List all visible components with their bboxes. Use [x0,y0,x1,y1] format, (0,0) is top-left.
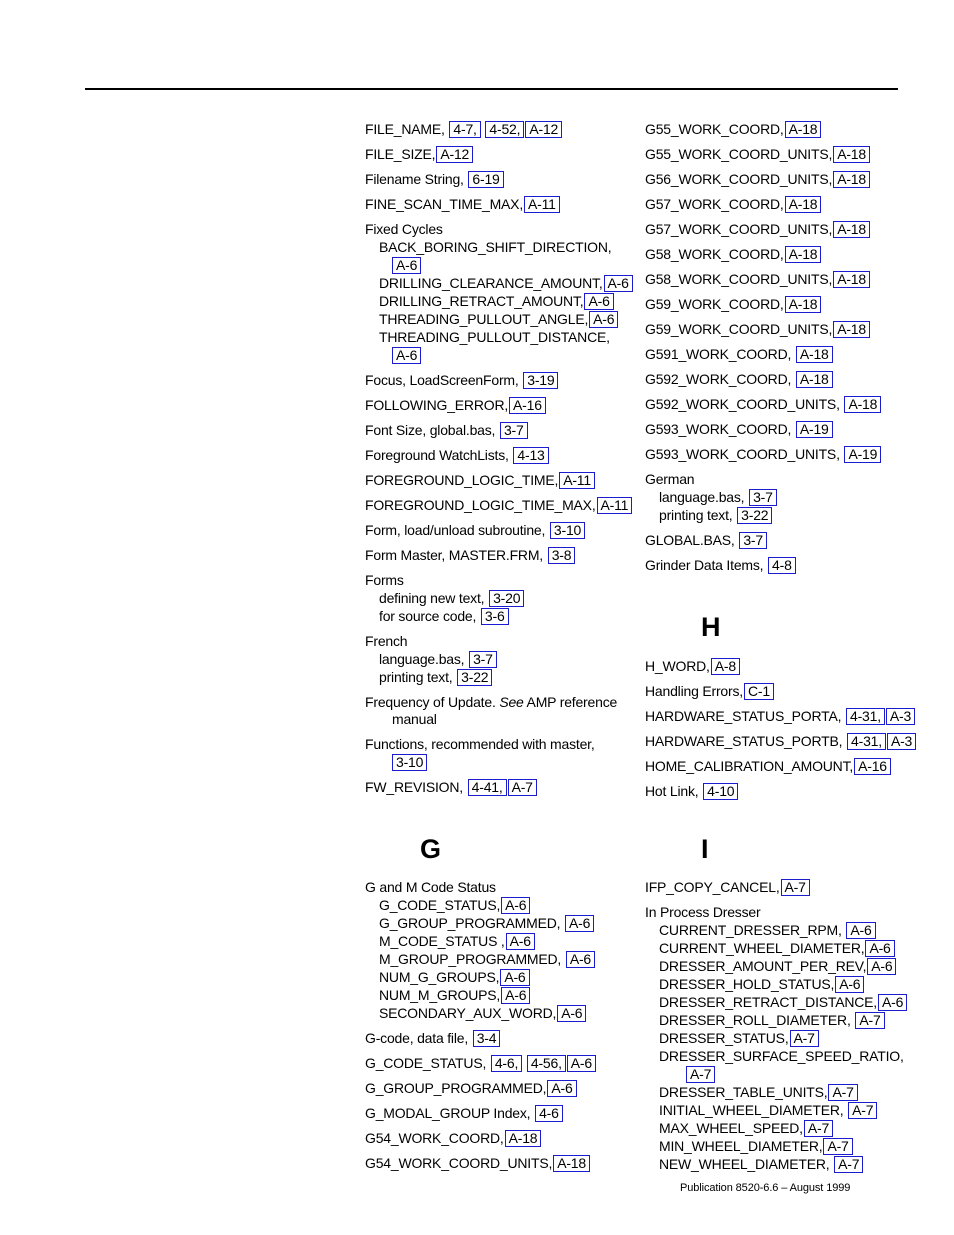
page-ref-link[interactable]: A-18 [505,1130,542,1147]
index-entry: FOREGROUND_LOGIC_TIME_MAX, A-11 [365,496,635,514]
page-ref-link[interactable]: 4-31, [846,708,885,725]
page-ref-link[interactable]: A-18 [833,271,870,288]
index-subentry: language.bas, 3-7 [645,488,945,506]
page-ref-link[interactable]: 3-7 [469,651,497,668]
page-ref-link[interactable]: A-7 [790,1030,819,1047]
index-entry: FOLLOWING_ERROR, A-16 [365,396,635,414]
index-entry: G59_WORK_COORD_UNITS, A-18 [645,320,945,338]
page-ref-link[interactable]: A-18 [785,196,822,213]
page-ref-link[interactable]: 4-31, [847,733,886,750]
page-ref-link[interactable]: A-11 [524,196,560,213]
page-ref-link[interactable]: 4-56, [527,1055,566,1072]
header-rule [85,88,898,90]
page-ref-link[interactable]: A-6 [567,1055,596,1072]
index-subentry: THREADING_PULLOUT_ANGLE, A-6 [365,310,635,328]
index-entry: FINE_SCAN_TIME_MAX, A-11 [365,195,635,213]
page-ref-link[interactable]: A-6 [565,915,594,932]
page-ref-link[interactable]: A-18 [833,321,870,338]
page-ref-link[interactable]: A-19 [796,421,833,438]
page-ref-link[interactable]: A-18 [553,1155,590,1172]
index-entry: FW_REVISION, 4-41, A-7 [365,778,635,796]
index-entry: Foreground WatchLists, 4-13 [365,446,635,464]
page-ref-link[interactable]: 4-41, [468,779,507,796]
index-entry: G593_WORK_COORD_UNITS, A-19 [645,445,945,463]
index-entry: Functions, recommended with master, 3-10 [365,736,595,770]
page-ref-link[interactable]: A-7 [855,1012,884,1029]
index-entry: G592_WORK_COORD_UNITS, A-18 [645,395,945,413]
page-ref-link[interactable]: A-18 [796,346,833,363]
page-ref-link[interactable]: A-7 [848,1102,877,1119]
index-entry: G58_WORK_COORD, A-18 [645,245,945,263]
page-ref-link[interactable]: 3-10 [392,754,427,771]
page-ref-link[interactable]: A-6 [865,940,894,957]
index-entry: G54_WORK_COORD, A-18 [365,1129,635,1147]
page-ref-link[interactable]: A-6 [557,1005,586,1022]
index-entry: Forms defining new text, 3-20 for source code, 3-6 [365,571,635,625]
index-entry: G_MODAL_GROUP Index, 4-6 [365,1104,635,1122]
index-entry: G55_WORK_COORD, A-18 [645,120,945,138]
index-entry: G57_WORK_COORD_UNITS, A-18 [645,220,945,238]
index-entry: G55_WORK_COORD_UNITS, A-18 [645,145,945,163]
page-ref-link[interactable]: A-7 [686,1066,715,1083]
index-subentry: printing text, 3-22 [645,506,945,524]
index-subentry: NUM_G_GROUPS, A-6 [365,968,635,986]
page-ref-link[interactable]: A-6 [604,275,633,292]
section-letter-i: I [701,834,709,864]
index-entry: G_CODE_STATUS, 4-6, 4-56, A-6 [365,1054,635,1072]
index-column-left-g [365,878,635,1179]
page-ref-link[interactable]: A-6 [566,951,595,968]
index-subentry: THREADING_PULLOUT_DISTANCE, [379,329,610,345]
index-entry: H_WORD, A-8 [645,657,945,675]
page-ref-link[interactable]: A-7 [828,1084,857,1101]
page-ref-link[interactable]: A-16 [854,758,891,775]
index-entry: Handling Errors, C-1 [645,682,945,700]
index-subentry: INITIAL_WHEEL_DIAMETER, A-7 [645,1101,945,1119]
index-entry: G54_WORK_COORD_UNITS, A-18 [365,1154,635,1172]
index-entry: Focus, LoadScreenForm, 3-19 [365,371,635,389]
index-subentry: for source code, 3-6 [365,607,635,625]
index-entry: FILE_NAME, 4-7, 4-52, A-12 [365,120,635,138]
index-subentry: G_CODE_STATUS, A-6 [365,896,635,914]
index-column-left [365,120,635,803]
page-ref-link[interactable]: A-18 [844,396,881,413]
index-entry: Grinder Data Items, 4-8 [645,556,945,574]
page-ref-link[interactable]: A-6 [846,922,875,939]
index-subentry: DRESSER_SURFACE_SPEED_RATIO, [659,1048,904,1064]
index-entry: Form, load/unload subroutine, 3-10 [365,521,635,539]
page-ref-link[interactable]: A-3 [887,733,916,750]
page-ref-link[interactable]: A-6 [867,958,896,975]
index-entry: HOME_CALIBRATION_AMOUNT, A-16 [645,757,945,775]
index-subentry: DRESSER_ROLL_DIAMETER, A-7 [645,1011,945,1029]
page-ref-link[interactable]: A-8 [711,658,740,675]
index-subentry: SECONDARY_AUX_WORD, A-6 [365,1004,635,1022]
page-ref-link[interactable]: A-6 [878,994,907,1011]
index-subentry: DRILLING_CLEARANCE_AMOUNT, A-6 [365,274,635,292]
page-ref-link[interactable]: A-7 [823,1138,852,1155]
index-entry: Filename String, 6-19 [365,170,635,188]
page-ref-link[interactable]: A-6 [501,897,530,914]
index-subentry: MAX_WHEEL_SPEED, A-7 [645,1119,945,1137]
index-subentry: DRESSER_HOLD_STATUS, A-6 [645,975,945,993]
index-subentry: printing text, 3-22 [365,668,635,686]
index-entry: G58_WORK_COORD_UNITS, A-18 [645,270,945,288]
index-subentry: G_GROUP_PROGRAMMED, A-6 [365,914,635,932]
index-entry: G592_WORK_COORD, A-18 [645,370,945,388]
index-entry: Frequency of Update. See AMP reference manual [365,694,618,727]
page-ref-link[interactable]: 4-8 [768,557,796,574]
page-ref-link[interactable]: 4-6, [491,1055,522,1072]
page-ref-link[interactable]: A-18 [785,246,822,263]
page-ref-link[interactable]: A-6 [500,969,529,986]
page-ref-link[interactable]: A-6 [392,257,421,274]
page-ref-link[interactable]: 3-7 [749,489,777,506]
page-ref-link[interactable]: A-6 [547,1080,576,1097]
page-ref-link[interactable]: A-6 [584,293,613,310]
page-ref-link[interactable]: A-6 [506,933,535,950]
index-entry: IFP_COPY_CANCEL, A-7 [645,878,945,896]
page-ref-link[interactable]: A-7 [508,779,537,796]
page-ref-link[interactable]: A-7 [804,1120,833,1137]
index-entry: G593_WORK_COORD, A-19 [645,420,945,438]
index-entry: In Process Dresser CURRENT_DRESSER_RPM, A-6 CURRENT_WHEEL_DIAMETER, A-6 DRESSER_AMOUNT_PER_REV, A-6 DRESSER_HOLD_STATUS, A-6 DRESSER_RETRACT_DISTANCE, A-6 DRESSER_ROLL_DIAMETER, A-7 DRESSER_STATUS, A-7 DRESSER_SURFACE_SPEED_RATIO, A-7 DRESSER_TABLE_UNITS, A-7 INITIAL_WHEEL_DIAMETER, A-7 MAX_WHEEL_SPEED, A-7 MIN_WHEEL_DIAMETER, A-7 NEW_WHEEL_DIAMETER, A-7 [645,903,945,1173]
index-subentry: language.bas, 3-7 [365,650,635,668]
page-ref-link[interactable]: A-18 [785,121,822,138]
page-ref-link[interactable]: 4-13 [513,447,548,464]
page-ref-link[interactable]: A-18 [833,171,870,188]
page-ref-link[interactable]: A-18 [833,146,870,163]
page-ref-link[interactable]: A-12 [525,121,562,138]
index-entry: Hot Link, 4-10 [645,782,945,800]
page-ref-link[interactable]: A-18 [796,371,833,388]
index-column-right-i [645,878,945,1180]
index-subentry: DRILLING_RETRACT_AMOUNT, A-6 [365,292,635,310]
page-ref-link[interactable]: A-11 [559,472,595,489]
page-ref-link[interactable]: A-6 [501,987,530,1004]
index-column-right [645,120,945,581]
index-entry: FILE_SIZE, A-12 [365,145,635,163]
page-ref-link[interactable]: 3-7 [500,422,528,439]
index-entry: G59_WORK_COORD, A-18 [645,295,945,313]
page-ref-link[interactable]: 3-10 [550,522,585,539]
index-subentry: M_GROUP_PROGRAMMED, A-6 [365,950,635,968]
index-subentry: DRESSER_STATUS, A-7 [645,1029,945,1047]
page-ref-link[interactable]: A-12 [436,146,473,163]
index-column-right-h [645,657,945,807]
index-subentry: defining new text, 3-20 [365,589,635,607]
index-subentry: NUM_M_GROUPS, A-6 [365,986,635,1004]
page-ref-link[interactable]: 3-22 [737,507,772,524]
index-subentry: M_CODE_STATUS , A-6 [365,932,635,950]
index-entry: Fixed Cycles BACK_BORING_SHIFT_DIRECTION, A-6 DRILLING_CLEARANCE_AMOUNT, A-6 DRILLING_RETRACT_AMOUNT, A-6 THREADING_PULLOUT_ANGLE, A-6 THREADING_PULLOUT_DISTANCE, A-6 [365,220,635,364]
index-entry: GLOBAL.BAS, 3-7 [645,531,945,549]
index-subentry: CURRENT_DRESSER_RPM, A-6 [645,921,945,939]
page-ref-link[interactable]: A-7 [781,879,810,896]
page-ref-link[interactable]: A-11 [597,497,633,514]
index-subentry: MIN_WHEEL_DIAMETER, A-7 [645,1137,945,1155]
index-entry: G-code, data file, 3-4 [365,1029,635,1047]
page-ref-link[interactable]: 6-19 [468,171,503,188]
index-entry: FOREGROUND_LOGIC_TIME, A-11 [365,471,635,489]
index-entry: G and M Code Status G_CODE_STATUS, A-6 G_GROUP_PROGRAMMED, A-6 M_CODE_STATUS , A-6 M_GROUP_PROGRAMMED, A-6 NUM_G_GROUPS, A-6 NUM_M_GROUPS, A-6 SECONDARY_AUX_WORD, A-6 [365,878,635,1022]
index-entry: Form Master, MASTER.FRM, 3-8 [365,546,635,564]
index-entry: HARDWARE_STATUS_PORTA, 4-31, A-3 [645,707,945,725]
index-entry: G_GROUP_PROGRAMMED, A-6 [365,1079,635,1097]
index-entry: German language.bas, 3-7 printing text, 3-22 [645,470,945,524]
page-ref-link[interactable]: A-19 [844,446,881,463]
index-subentry: NEW_WHEEL_DIAMETER, A-7 [645,1155,945,1173]
page-ref-link[interactable]: 4-7, [449,121,480,138]
page-ref-link[interactable]: 4-10 [703,783,738,800]
page-ref-link[interactable]: A-3 [886,708,915,725]
index-subentry: CURRENT_WHEEL_DIAMETER, A-6 [645,939,945,957]
index-subentry: DRESSER_RETRACT_DISTANCE, A-6 [645,993,945,1011]
index-entry: G57_WORK_COORD, A-18 [645,195,945,213]
index-entry: Font Size, global.bas, 3-7 [365,421,635,439]
page-ref-link[interactable]: 3-22 [457,669,492,686]
section-letter-h: H [701,612,721,642]
page-ref-link[interactable]: A-6 [835,976,864,993]
publication-footer: Publication 8520-6.6 – August 1999 [680,1182,851,1194]
index-subentry: DRESSER_TABLE_UNITS, A-7 [645,1083,945,1101]
page-ref-link[interactable]: 3-6 [481,608,509,625]
index-subentry: DRESSER_AMOUNT_PER_REV, A-6 [645,957,945,975]
page-ref-link[interactable]: 4-6 [535,1105,563,1122]
page-ref-link[interactable]: A-6 [392,347,421,364]
page-ref-link[interactable]: A-6 [589,311,618,328]
page-ref-link[interactable]: 4-52, [485,121,524,138]
page-ref-link[interactable]: 3-8 [548,547,576,564]
page-ref-link[interactable]: A-18 [833,221,870,238]
index-entry: French language.bas, 3-7 printing text, 3-22 [365,632,635,686]
index-entry: G56_WORK_COORD_UNITS, A-18 [645,170,945,188]
page-ref-link[interactable]: A-16 [509,397,546,414]
page-ref-link[interactable]: A-18 [785,296,822,313]
section-letter-g: G [420,834,442,864]
page-ref-link[interactable]: 3-19 [523,372,558,389]
index-entry: HARDWARE_STATUS_PORTB, 4-31, A-3 [645,732,945,750]
page-ref-link[interactable]: A-7 [834,1156,863,1173]
index-subentry: BACK_BORING_SHIFT_DIRECTION, [379,239,612,255]
page-ref-link[interactable]: 3-4 [473,1030,501,1047]
page-ref-link[interactable]: C-1 [744,683,774,700]
page-ref-link[interactable]: 3-7 [739,532,767,549]
index-entry: G591_WORK_COORD, A-18 [645,345,945,363]
page-ref-link[interactable]: 3-20 [489,590,524,607]
